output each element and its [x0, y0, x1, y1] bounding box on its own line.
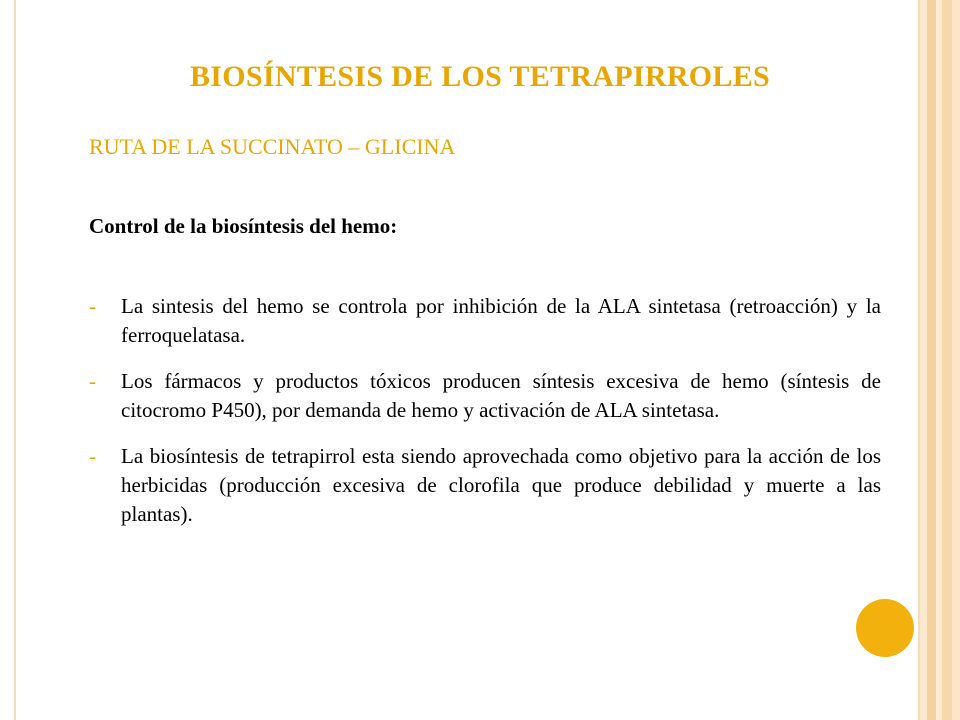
- bullet-item: [89, 442, 881, 529]
- bullet-item: [89, 292, 881, 350]
- bullet-item: [89, 367, 881, 425]
- bullet-text: La sintesis del hemo se controla por inhibición de la ALA sintetasa (retroacción) y la ferroquelatasa.: [121, 294, 881, 347]
- stripe: [942, 0, 952, 720]
- bullet-dash-icon: -: [89, 369, 96, 393]
- bullet-list: [89, 292, 881, 546]
- bullet-dash-icon: -: [89, 294, 96, 318]
- decorative-circle-icon: [856, 599, 914, 657]
- stripe: [920, 0, 927, 720]
- stripe: [927, 0, 936, 720]
- bullet-text: La biosíntesis de tetrapirrol esta siendo aprovechada como objetivo para la acción de los herbicidas (producción excesiva de clorofila que produce debilidad y muerte a las plantas).: [121, 444, 881, 526]
- section-heading: Control de la biosíntesis del hemo:: [89, 214, 398, 238]
- slide-title: BIOSÍNTESIS DE LOS TETRAPIRROLES: [189, 60, 771, 93]
- decorative-stripes: [920, 0, 960, 720]
- stripe: [952, 0, 960, 720]
- bullet-text: Los fármacos y productos tóxicos producen síntesis excesiva de hemo (síntesis de citocromo P450), por demanda de hemo y activación de ALA sintetasa.: [121, 369, 881, 422]
- bullet-dash-icon: -: [89, 444, 96, 468]
- slide-subtitle: RUTA DE LA SUCCINATO – GLICINA: [89, 134, 456, 159]
